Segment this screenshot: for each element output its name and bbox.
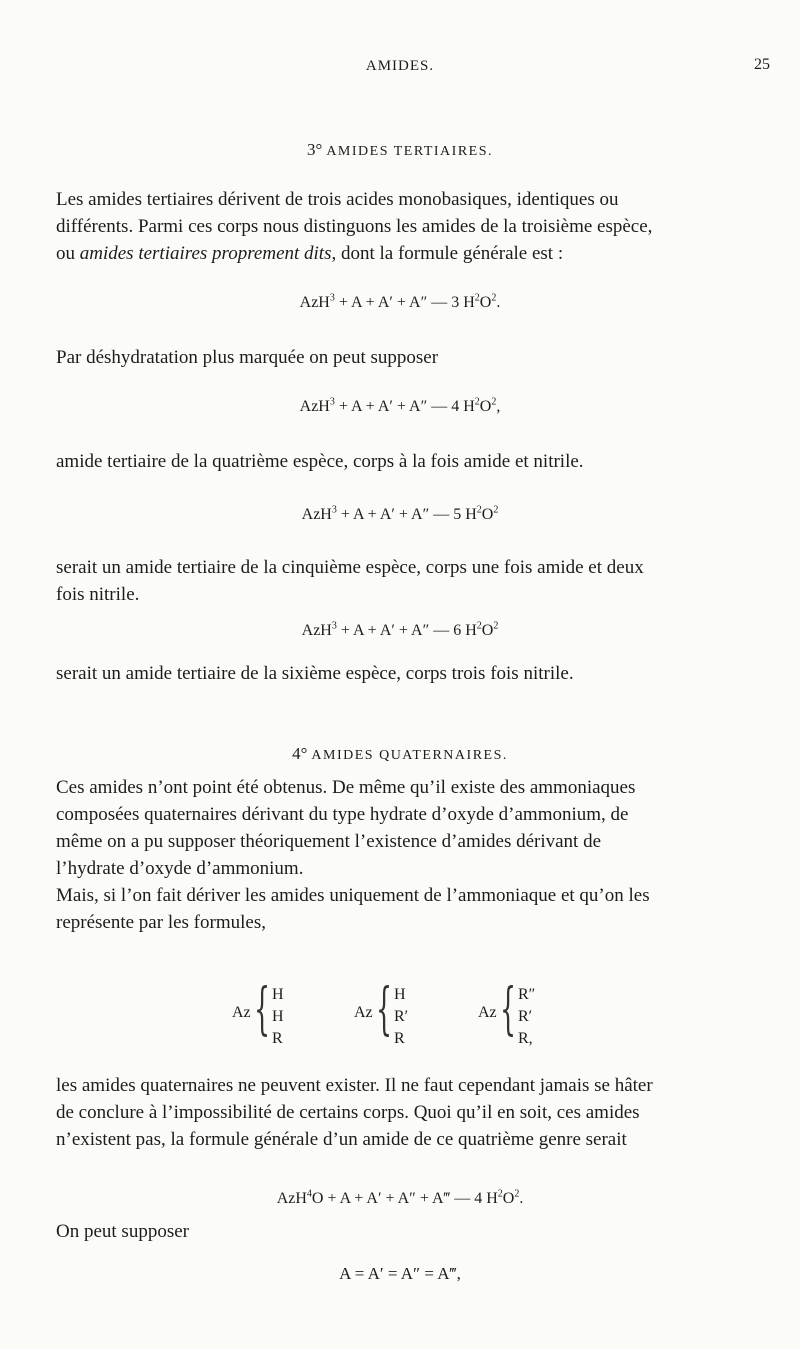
superscript: 2 [476, 620, 482, 632]
formula-part: + A + A′ + A″ — 3 H [334, 294, 475, 311]
text-line: serait un amide tertiaire de la cinquième espèce, corps une fois amide et deux [56, 557, 644, 578]
paragraph [56, 774, 740, 882]
superscript: 2 [497, 1188, 503, 1200]
section-number: 3° [307, 140, 323, 159]
formula-az: Az [232, 1004, 251, 1021]
paragraph: serait un amide tertiaire de la sixième espèce, corps trois fois nitrile. [56, 663, 574, 684]
text-line: même on a pu supposer théoriquement l’existence d’amides dérivant de [56, 831, 602, 852]
superscript: 2 [476, 504, 482, 516]
superscript: 3 [329, 396, 335, 408]
formula-part: AzH [301, 622, 332, 639]
formula-part: . [519, 1190, 524, 1207]
paragraph [56, 554, 740, 608]
formula-part: AzH [299, 398, 330, 415]
emphasis: amides tertiaires proprement dits [79, 243, 332, 264]
text-line: de conclure à l’impossibilité de certains corps. Quoi qu’il en soit, ces amides [56, 1102, 640, 1123]
formula-row: R [394, 1030, 405, 1047]
brace-icon: { [254, 977, 271, 1042]
formula-az: Az [354, 1004, 373, 1021]
formula-part: O [479, 398, 492, 415]
superscript: 2 [514, 1188, 520, 1200]
formula [0, 294, 800, 312]
superscript: 2 [474, 396, 480, 408]
text-line [56, 240, 740, 267]
formula-part: AzH [299, 294, 330, 311]
formula-part: , [496, 398, 501, 415]
formula-part: O [481, 506, 494, 523]
text-line: n’existent pas, la formule générale d’un amide de ce quatrième genre serait [56, 1129, 627, 1150]
paragraph [56, 1072, 740, 1153]
brace-icon: { [500, 977, 517, 1042]
formula-row: H [272, 986, 284, 1003]
text-span: ou [56, 243, 80, 264]
formula-part: + A + A′ + A″ — 6 H [336, 622, 477, 639]
formula-row: R′ [394, 1008, 409, 1025]
superscript: 2 [493, 504, 499, 516]
superscript: 2 [491, 292, 497, 304]
formula-row-text: R [518, 1030, 529, 1047]
page-number: 25 [754, 56, 770, 73]
text-line: représente par les formules, [56, 912, 266, 933]
text-line: composées quaternaires dérivant du type hydrate d’oxyde d’ammonium, de [56, 804, 629, 825]
formula-az: Az [478, 1004, 497, 1021]
formula-part: O + A + A′ + A″ + A‴ — 4 H [311, 1190, 498, 1207]
running-header: AMIDES. [365, 58, 435, 74]
formula-tail: , [528, 1030, 533, 1047]
formula-part: O [502, 1190, 515, 1207]
formula [0, 622, 800, 640]
section-title: AMIDES QUATERNAIRES. [311, 748, 508, 763]
text-line: Les amides tertiaires dérivent de trois acides monobasiques, identiques ou [56, 189, 619, 210]
text-line: Ces amides n’ont point été obtenus. De même qu’il existe des ammoniaques [56, 777, 636, 798]
paragraph [56, 882, 740, 936]
superscript: 2 [491, 396, 497, 408]
formula-row: H [394, 986, 406, 1003]
formula-part: O [479, 294, 492, 311]
formula-part: + A + A′ + A″ — 4 H [334, 398, 475, 415]
superscript: 2 [493, 620, 499, 632]
formula-part: AzH [301, 506, 332, 523]
superscript: 2 [474, 292, 480, 304]
text-line: les amides quaternaires ne peuvent exister. Il ne faut cependant jamais se hâter [56, 1075, 653, 1096]
text-span: , dont la formule générale est : [331, 243, 564, 264]
formula-part: + A + A′ + A″ — 5 H [336, 506, 477, 523]
superscript: 3 [331, 620, 337, 632]
text-line: Mais, si l’on fait dériver les amides uniquement de l’ammoniaque et qu’on les [56, 885, 650, 906]
section-title: AMIDES TERTIAIRES. [326, 144, 493, 159]
formula-row: R [272, 1030, 283, 1047]
formula: A = A′ = A″ = A‴, [339, 1264, 461, 1283]
formula [0, 1190, 800, 1208]
superscript: 4 [306, 1188, 312, 1200]
superscript: 3 [331, 504, 337, 516]
formula-row: H [272, 1008, 284, 1025]
formula [0, 506, 800, 524]
formula-row [518, 1028, 535, 1050]
text-line: différents. Parmi ces corps nous distinguons les amides de la troisième espèce, [56, 216, 653, 237]
section-heading-tertiaires [0, 140, 800, 160]
superscript: 3 [329, 292, 335, 304]
section-number: 4° [292, 744, 308, 763]
paragraph: Par déshydratation plus marquée on peut supposer [56, 347, 439, 368]
formula-row: R″ [518, 986, 536, 1003]
formula-part: AzH [276, 1190, 307, 1207]
formula-part: O [481, 622, 494, 639]
paragraph: On peut supposer [56, 1221, 189, 1242]
brace-icon: { [376, 977, 393, 1042]
text-line: fois nitrile. [56, 584, 140, 605]
formula-row: R′ [518, 1008, 533, 1025]
paragraph [56, 186, 740, 267]
paragraph: amide tertiaire de la quatrième espèce, corps à la fois amide et nitrile. [56, 451, 584, 472]
section-heading-quaternaires [0, 744, 800, 764]
formula [0, 398, 800, 416]
formula-part: . [496, 294, 501, 311]
text-line: l’hydrate d’oxyde d’ammonium. [56, 858, 304, 879]
